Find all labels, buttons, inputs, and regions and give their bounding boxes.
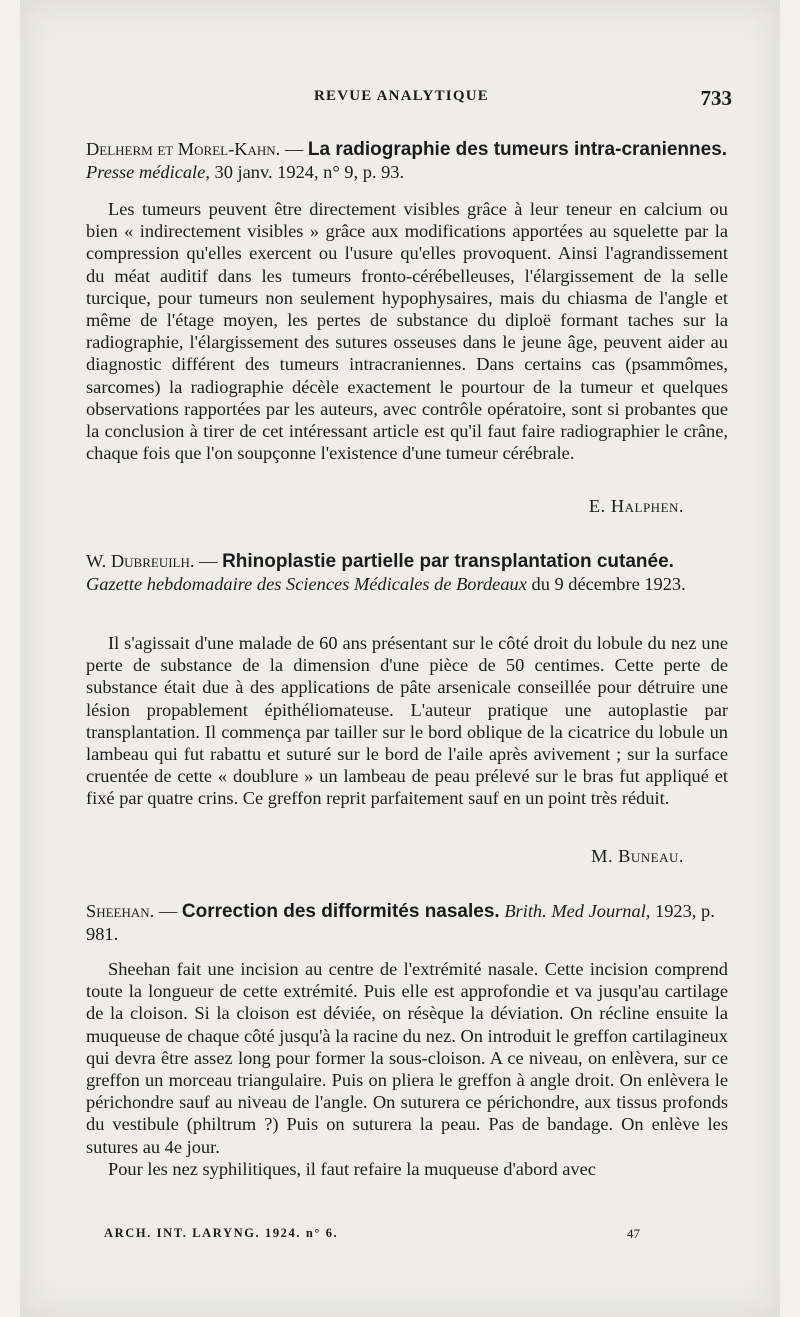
entry-2-heading	[86, 550, 728, 595]
entry-2-source: Gazette hebdomadaire des Sciences Médicales de Bordeaux	[86, 574, 527, 595]
entry-1-source: Presse médicale,	[86, 162, 210, 183]
entry-2-title: Rhinoplastie partielle par transplantation cutanée.	[222, 551, 674, 572]
entry-2-dash: —	[199, 551, 218, 571]
entry-2-paragraph: Il s'agissait d'une malade de 60 ans présentant sur le côté droit du lobule du nez une perte de substance de la dimension d'une pièce de 50 centimes. Cette perte de substance était due à des applications de pâte arsenicale conseillée pour détruire une lésion propablement épithéliomateuse. L'auteur pratique une autoplastie par transplantation. Il commença par tailler sur le bord oblique de la cicatrice du lobule un lambeau qui fut rabattu et suturé sur le bord de l'aile après avivement ; sur la surface cruentée de cette « doublure » un lambeau de peau prélevé sur le bras fut appliqué et fixé par quatre crins. Ce greffon reprit parfaitement sauf en un point très réduit.	[86, 633, 728, 809]
entry-3-source: Brith. Med Journal,	[504, 901, 651, 921]
running-head	[20, 86, 780, 110]
entry-3-title: Correction des difformités nasales.	[181, 901, 500, 922]
entry-3-body	[86, 958, 728, 1180]
entry-1-citation: 30 janv. 1924, n° 9, p. 93.	[214, 162, 405, 183]
entry-2-signature: M. Buneau.	[591, 846, 684, 866]
footer-signature-mark: 47	[627, 1226, 640, 1241]
journal-page	[20, 0, 780, 1317]
running-title: REVUE ANALYTIQUE	[314, 88, 489, 104]
entry-2-authors: W. Dubreuilh.	[86, 551, 195, 571]
entry-1-body	[86, 198, 728, 464]
entry-2-citation: du 9 décembre 1923.	[531, 574, 686, 595]
page-footer	[20, 1226, 780, 1246]
entry-3-paragraph-2: Pour les nez syphilitiques, il faut refaire la muqueuse d'abord avec	[108, 1158, 596, 1179]
entry-3-paragraph-1: Sheehan fait une incision au centre de l'extrémité nasale. Cette incision comprend toute la longueur de cette extrémité. Puis elle est approfondie et va jusqu'au cartilage de la cloison. Si la cloison est déviée, on résèque la déviation. On récline ensuite la muqueuse de chaque côté jusqu'à la racine du nez. On introduit le greffon cartilagineux qui devra être assez long pour former la sous-cloison. A ce niveau, on enlèvera, sur ce greffon un morceau triangulaire. Puis on pliera le greffon à angle droit. On enlèvera le périchondre sauf au niveau de l'angle. On suturera ce périchondre, aux tissus profonds du vestibule (philtrum ?) Puis on suturera la peau. Pas de bandage. On enlève les sutures au 4e jour.	[86, 959, 728, 1157]
entry-3-heading	[86, 900, 728, 945]
entry-1-authors: Delherm et Morel-Kahn.	[86, 139, 281, 159]
entry-3-citation: 1923, p. 981.	[86, 901, 715, 945]
footer-journal: ARCH. INT. LARYNG. 1924. n° 6.	[104, 1226, 339, 1240]
entry-1-heading	[86, 138, 728, 183]
entry-2-body	[86, 632, 728, 810]
entry-3-dash: —	[158, 901, 178, 921]
page-number: 733	[700, 86, 732, 110]
entry-1-dash: —	[284, 139, 304, 159]
entry-3-authors: Sheehan.	[86, 901, 155, 921]
entry-1-paragraph: Les tumeurs peuvent être directement visibles grâce à leur teneur en calcium ou bien « indirectement visibles » grâce aux modifications apportées au squelette par la compression qu'elles exercent ou l'usure qu'elles provoquent. Ainsi l'agrandissement du méat auditif dans les tumeurs fronto-cérébelleuses, l'élargissement de la selle turcique, pour tumeurs non seulement hypophysaires, mais du chiasma de l'angle et même de l'étage moyen, les pertes de substance du diploë formant taches sur la radiographie, l'élargissement des sutures osseuses dans le jeune âge, peuvent aider au diagnostic différent des tumeurs intracraniennes. Dans certains cas (psammômes, sarcomes) la radiographie décèle exactement le pourtour de la tumeur et quelques observations rapportées par les auteurs, avec contrôle opératoire, sont si probantes que la conclusion à tirer de cet intéressant article est qu'il faut faire radiographier le crâne, chaque fois que l'on soupçonne l'existence d'une tumeur cérébrale.	[86, 199, 728, 464]
entry-1-title: La radiographie des tumeurs intra-craniennes.	[307, 139, 728, 160]
entry-1-signature: E. Halphen.	[588, 496, 684, 516]
